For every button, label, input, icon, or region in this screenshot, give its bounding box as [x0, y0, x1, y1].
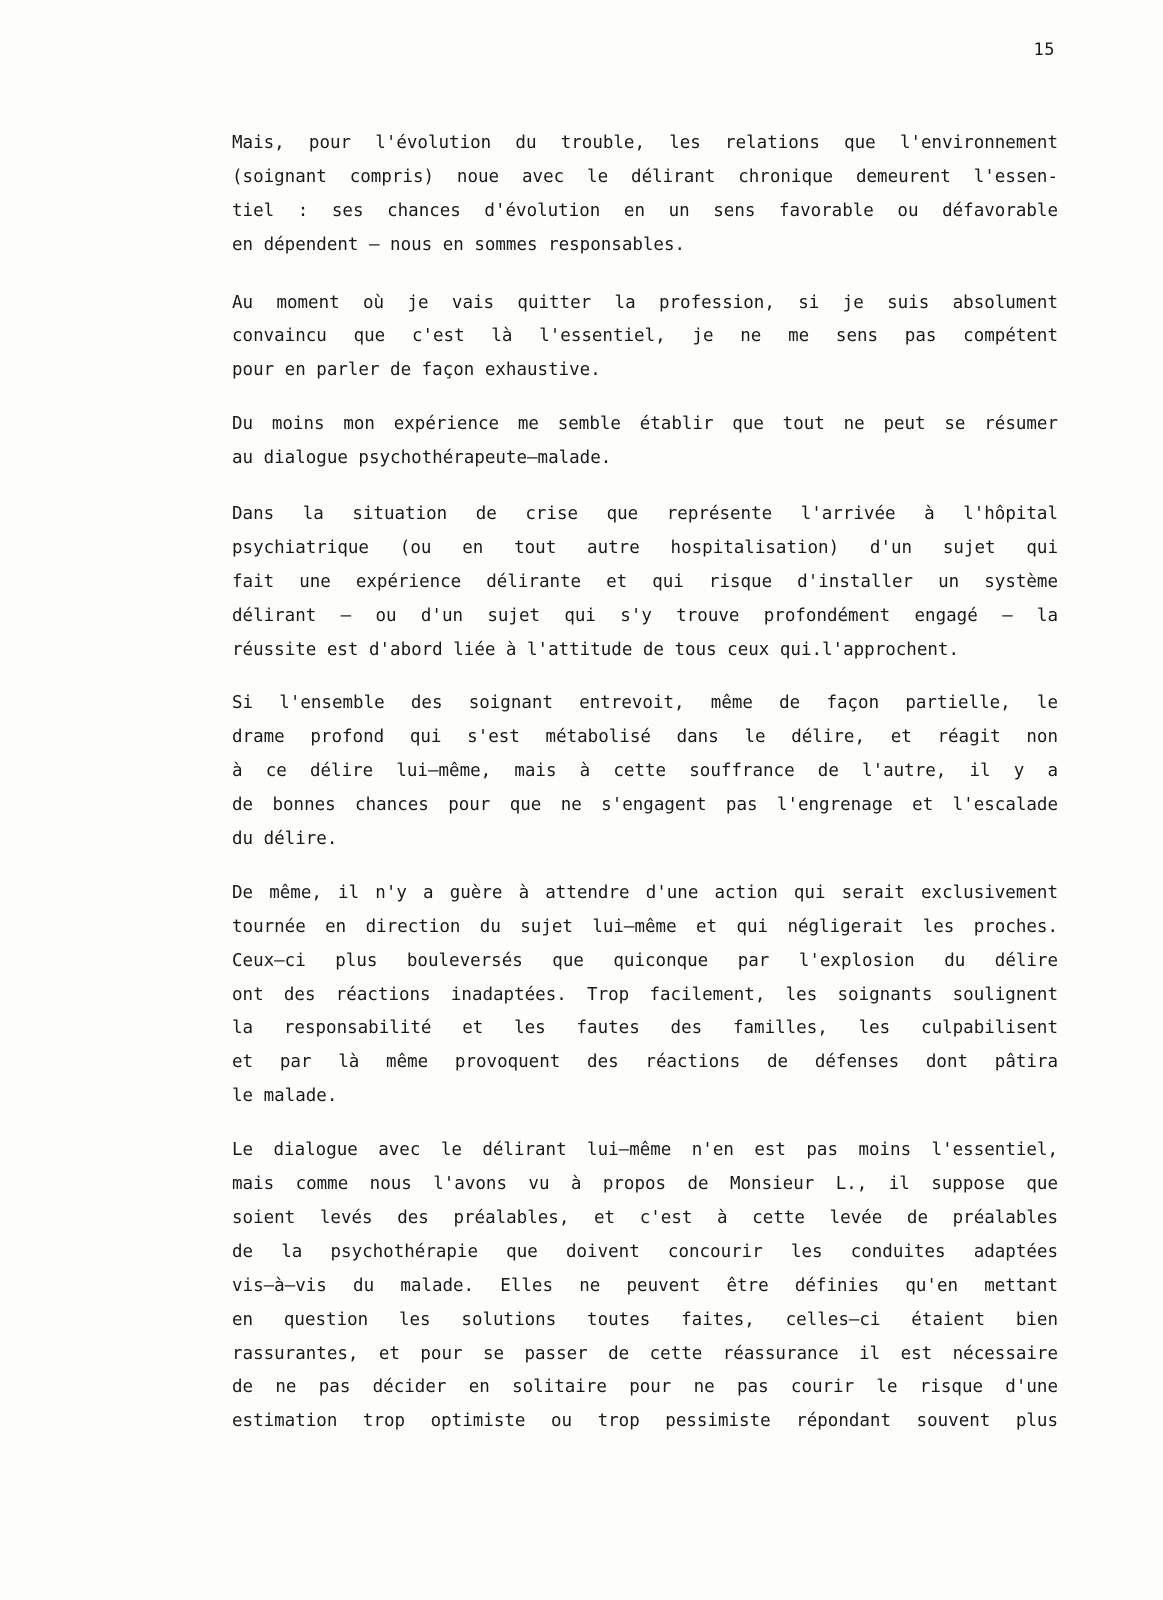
text-line: et par là même provoquent des réactions de défenses dont pâtira [232, 1052, 1058, 1073]
text-line: délirant – ou d'un sujet qui s'y trouve profondément engagé – la [232, 605, 1058, 626]
text-line: convaincu que c'est là l'essentiel, je ne me sens pas compétent [232, 326, 1058, 347]
text-line: Le dialogue avec le délirant lui—même n'en est pas moins l'essentiel, [232, 1140, 1058, 1161]
text-line: psychiatrique (ou en tout autre hospitalisation) d'un sujet qui [232, 537, 1058, 558]
paragraph-6 [232, 877, 1058, 1114]
text-line: Ceux—ci plus bouleversés que quiconque par l'explosion du délire [232, 950, 1058, 971]
text-line: tournée en direction du sujet lui—même et qui négligerait les proches. [232, 916, 1058, 937]
text-line: en question les solutions toutes faites, celles—ci étaient bien [232, 1309, 1058, 1330]
text-line: du délire. [232, 829, 338, 850]
text-line: (soignant compris) noue avec le délirant chronique demeurent l'essen- [232, 166, 1058, 187]
text-line: mais comme nous l'avons vu à propos de Monsieur L., il suppose que [232, 1174, 1058, 1195]
page-number: 15 [1033, 40, 1055, 60]
text-line: de bonnes chances pour que ne s'engagent pas l'engrenage et l'escalade [232, 795, 1058, 816]
text-line: Mais, pour l'évolution du trouble, les relations que l'environnement [232, 133, 1058, 153]
paragraph-2 [232, 287, 1058, 389]
text-line: pour en parler de façon exhaustive. [232, 360, 601, 381]
text-line: le malade. [232, 1086, 338, 1107]
text-line: De même, il n'y a guère à attendre d'une action qui serait exclusivement [232, 882, 1058, 903]
text-line: réussite est d'abord liée à l'attitude de tous ceux qui.l'approchent. [232, 639, 959, 660]
text-line: ont des réactions inadaptées. Trop facilement, les soignants soulignent [232, 984, 1058, 1005]
text-line: de ne pas décider en solitaire pour ne pas courir le risque d'une [232, 1377, 1058, 1398]
text-line: soient levés des préalables, et c'est à cette levée de préalables [232, 1207, 1058, 1228]
text-line: en dépendent – nous en sommes responsables. [232, 234, 686, 255]
paragraph-1 [232, 127, 1058, 263]
text-line: à ce délire lui—même, mais à cette souffrance de l'autre, il y a [232, 761, 1058, 782]
text-line: vis—à—vis du malade. Elles ne peuvent être définies qu'en mettant [232, 1275, 1058, 1296]
text-line: drame profond qui s'est métabolisé dans le délire, et réagit non [232, 727, 1058, 748]
text-line: fait une expérience délirante et qui risque d'installer un système [232, 571, 1058, 592]
paragraph-4 [232, 498, 1058, 667]
text-line: au dialogue psychothérapeute—malade. [232, 448, 612, 469]
paragraph-3 [232, 408, 1058, 476]
text-line: Si l'ensemble des soignant entrevoit, même de façon partielle, le [232, 693, 1058, 714]
text-line: tiel : ses chances d'évolution en un sens favorable ou défavorable [232, 200, 1058, 221]
text-line: la responsabilité et les fautes des familles, les culpabilisent [232, 1018, 1058, 1039]
text-line: Du moins mon expérience me semble établir que tout ne peut se résumer [232, 414, 1058, 435]
text-line: rassurantes, et pour se passer de cette réassurance il est nécessaire [232, 1343, 1058, 1364]
text-line: estimation trop optimiste ou trop pessimiste répondant souvent plus [232, 1411, 1058, 1432]
paragraph-7 [232, 1134, 1058, 1439]
text-line: de la psychothérapie que doivent concourir les conduites adaptées [232, 1241, 1058, 1262]
paragraph-5 [232, 687, 1058, 856]
text-line: Au moment où je vais quitter la profession, si je suis absolument [232, 292, 1058, 313]
body-text [232, 127, 1058, 1459]
text-line: Dans la situation de crise que représente l'arrivée à l'hôpital [232, 504, 1058, 525]
